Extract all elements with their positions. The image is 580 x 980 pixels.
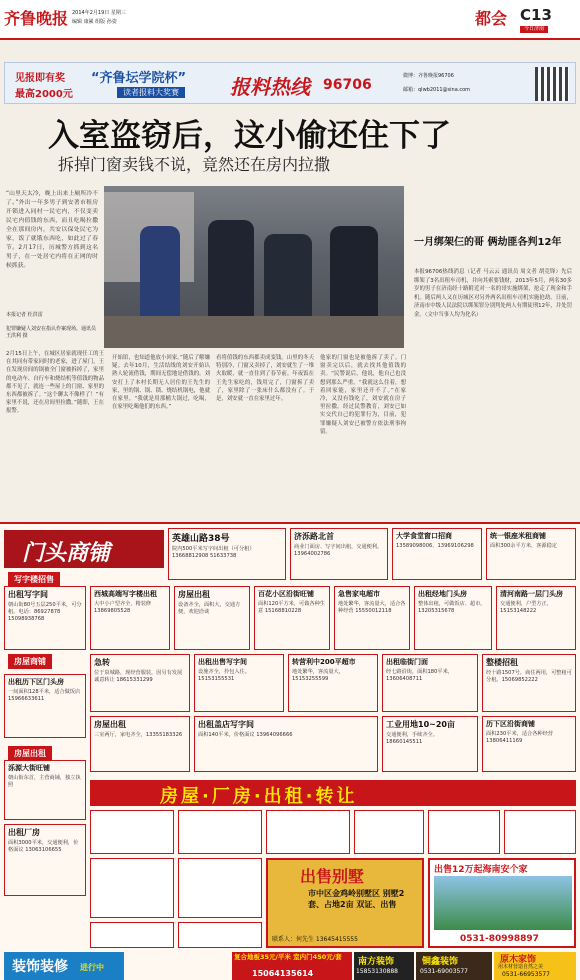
nanfang-ad [354, 952, 414, 980]
ad-body: 地处繁华，客流量大，适合各种经营 15550012118 [338, 601, 406, 614]
tongxin-title: 铜鑫装饰 [422, 957, 459, 967]
ad-box [382, 716, 478, 772]
nanfang-title: 南方装饰 [358, 957, 395, 967]
ad-box [90, 716, 190, 772]
ad-box [4, 586, 86, 650]
banner-mid-title: “齐鲁坛学院杯” [91, 71, 187, 86]
decoration-title: 装饰装修 [12, 959, 68, 975]
hainan-title: 出售12万起海南安个家 [434, 865, 528, 875]
ad-body: 面积230平米，适合各种经营 13806411169 [486, 731, 553, 744]
ad-body: 商业门面房、写字间出租，交通便利。13964002786 [294, 544, 383, 557]
villa-sale-detail: 市中区金鸡岭别墅区 别墅2套、占地2亩 双证、出售 [308, 889, 405, 909]
ad-body: 院内500平米写字间出租（可分租）13668812908 51633738 [172, 546, 255, 559]
wood-subtitle: 用木材营造自然之美 [498, 964, 544, 970]
article-col1: 2月15日上午，在城区居家就现任工的王在其同有带家同时的老家，进了屋门，王在发现房间的锅被全门窗被拆掉了，家里的电动车、自行车和烧结机等值钱的物品都不见了，就连一些屋上的门窗、家里的东西都被拆了。“这个聊太不像样了！”有家里不说，还在房间里拉撒。”随即，王在报警。 [6, 351, 104, 415]
ad-box [174, 586, 250, 650]
ad-box [90, 654, 190, 712]
ad-title: 英雄山路38号 [172, 534, 230, 544]
ad-box [414, 586, 492, 650]
ad-body: 面积120平方米，可做各种生意 15168810228 [258, 601, 325, 614]
ad-title: 泺源大街旺铺 [8, 764, 50, 772]
villa-sale-ad [266, 858, 424, 948]
editors-line: 编辑 康累 组版 孙姿 [72, 19, 117, 25]
ad-cell [90, 922, 174, 948]
subsection-label: 今日济南 [520, 26, 548, 33]
ad-box [382, 654, 478, 712]
flooring-ad [232, 952, 352, 980]
ad-body: 一间面积128平米，适合做饭店 15966633611 [8, 689, 81, 702]
banner-mid-sub: 读者报料大奖赛 [117, 87, 185, 98]
house-shop-tag: 房屋商铺 [8, 654, 52, 669]
hainan-photo [434, 876, 572, 930]
ad-body: 13589098006、13969106298 [396, 543, 474, 549]
ad-body: 三室两厅，家电齐全，13355183326 [94, 732, 183, 738]
ad-body: 朝山街东首，主营商铺，独立执照 [8, 775, 81, 788]
article-col3: 看将值钱的东西都卖成变钱。山里的冬天特别冷，门窗又卖掉了，刘安就生了一堆火取暖，就一直住到了春节前。年夜饭在王先生家吃的，钱用完了，门窗拆了卖了，家里除了一张床什么都没有了。于是，刘安就一直在家里过年。 [216, 355, 314, 403]
qr-code-icon [535, 67, 569, 101]
hainan-phone: 0531-80998897 [460, 934, 539, 944]
flooring-phone: 15064135614 [252, 969, 314, 978]
ad-title: 大学食堂窗口招商 [396, 532, 452, 540]
email-line: 邮箱：qlwb2011@sina.com [403, 87, 471, 93]
ad-title: 整楼招租 [486, 658, 518, 667]
sidebar-text: 本报96706热线消息（记者 马云云 通讯员 周文者 胡竞锋）先后绑架了3名出租车司机，并向其索要钱财，2013年5月，两名30多岁的男子在济南经十路附近对一名的哥实施绑架，抢走了现金和手机。随后两人又在历城区对另外两名出租车司机实施抢劫。日前，济南市中级人民法院以绑架罪分别判处两人有期徒刑12年，并处罚金。（文中当事人均为化名） [414, 269, 572, 318]
ad-title: 出租经地门头房 [418, 590, 467, 598]
ad-title: 济泺路北首 [294, 532, 334, 541]
ad-box [288, 654, 378, 712]
article-byline: 本报记者 杜洪雷 [6, 312, 43, 318]
ad-title: 急售家电超市 [338, 590, 380, 598]
ad-title: 出租临街门面 [386, 658, 428, 666]
ad-box [168, 528, 286, 580]
ad-cell [266, 810, 350, 854]
ad-box [90, 586, 170, 650]
ad-box [194, 716, 378, 772]
ad-box [334, 586, 410, 650]
sidebar-headline: 一月绑架仨的哥 俩劫匪各判12年 [414, 237, 562, 248]
masthead: 齐鲁晚报 [4, 9, 69, 28]
ad-title: 西城高端写字楼出租 [94, 590, 157, 598]
news-photo [104, 186, 404, 348]
nanfang-phone: 15853130888 [356, 968, 398, 975]
hainan-ad [428, 858, 576, 948]
article-col2: 开始馆，也知道他放小回家。”随后了解嫌疑。去年10月，生活结线的刘安开始认熟人轮流借钱，期间无偿地是借钱的。刘安打上了本村长期无人居住的王先生的家，里的锅、锅、锁、烧结机锅电，他就在家里。“我就是用那桶大锅过，吃喝，在家里吃喝他们的东西。” [112, 355, 210, 411]
wood-title: 原木家饰 [500, 955, 537, 965]
tongxin-ad [416, 952, 492, 980]
article-lead: “山里天太冷，晚上出来上厕所冷不了。”外出一年多男子到安著市租房开锁进入同村一民宅内，不仅变卖民宅内值钱的东西，而且吃喝拉撒全在那间房内，共安以保处民宅为家，饭了就饿东西吃，如此过了春节。2月17日，历城警方抓到这名男子，在一处居宅内将在正网的时候抓获。 [6, 191, 98, 269]
banner-left-line2: 最高2000元 [15, 89, 73, 100]
ad-title: 房屋出租 [94, 720, 126, 729]
ad-cell [90, 810, 174, 854]
ad-cell [178, 922, 262, 948]
ad-body: 面积300余平方米，客源稳定 [490, 543, 557, 549]
section-title: 都会 [475, 9, 508, 28]
ad-body: 面积140平米，价格面议 13964096666 [198, 732, 293, 738]
ad-body: 朝山街80号五层250平米，可分租。电话：86927878 15098938768 [8, 602, 82, 622]
office-service-tag: 写字楼招售 [8, 572, 60, 587]
ad-cell [178, 810, 262, 854]
ad-cell [354, 810, 424, 854]
ad-body: 位于泉城路，现经营服装，因另有发展诚意转让 18615331299 [94, 670, 183, 683]
page-header [0, 0, 580, 40]
ad-body: 设备齐全，面积大，交通方便，欢迎洽谈 [178, 602, 241, 615]
tip-banner [4, 62, 576, 104]
weibo-line: 微博：齐鲁晚报96706 [403, 73, 454, 79]
shop-banner-title: 门头商铺 [22, 541, 111, 566]
ad-body: 设施齐全，拎包入住。15153155531 [198, 669, 250, 682]
house-rent-tag: 房屋出租 [8, 746, 52, 761]
ad-body: 大中小户型齐全，精装修 13869805528 [94, 601, 152, 614]
ad-body: 整体出租，可做饭店、超市。13205315678 [418, 601, 486, 614]
ad-box [486, 528, 576, 580]
photo-caption: 犯罪嫌疑人刘安在指认作案现场。通讯员 王洪利 摄 [6, 326, 97, 339]
wood-phone: 0531-66953577 [502, 971, 550, 978]
ad-title: 统一银座米租商铺 [490, 532, 546, 540]
property-banner [90, 780, 576, 806]
ad-box [392, 528, 482, 580]
ad-title: 历下区沿街商铺 [486, 720, 535, 728]
ad-body: 交通便利，手续齐全。18660145511 [386, 732, 438, 745]
flooring-title: 复合地板35元/平米 室内门450元/套 [234, 953, 342, 961]
article-subheadline: 拆掉门窗卖钱不说，竟然还在房内拉撒 [58, 155, 331, 174]
ad-title: 百花小区沿街旺铺 [258, 590, 314, 598]
ad-cell [504, 810, 576, 854]
ad-title: 房屋出租 [178, 590, 210, 599]
ad-body: 交通便利，户型方正，15153148222 [500, 601, 552, 614]
ad-cell [90, 858, 174, 918]
property-banner-title: 房屋·厂房·出租·转让 [160, 786, 358, 807]
article-col4: 他家的门窗也是被他拆了卖了。门窗卖完以后，就去找其他值钱的卖。“民警说后，他说，他自己也没想到那么严重。“我就这么住着，想着回家能，家里还开不了。”在家冷，又没有钱吃了，刘安就在房子里拉撒。经过民警教育，刘安已如实交代自己的犯罪行为，目前，犯罪嫌疑人刘安已被警方依法刑事拘留。 [320, 355, 406, 435]
ad-title: 出租厂房 [8, 828, 40, 837]
ad-title: 出租出售写字间 [198, 658, 247, 666]
ad-body: 面积3000平米，交通便利，价格面议 13063106655 [8, 840, 79, 853]
page-number: C13 [520, 6, 552, 24]
decoration-subtitle: 进行中 [80, 963, 104, 972]
tongxin-phone: 0531-69003577 [420, 968, 468, 975]
ad-box [4, 674, 86, 738]
ad-title: 清河南路一层门头房 [500, 590, 563, 598]
floor-shape [104, 316, 404, 348]
ad-title: 转营利中200平超市 [292, 658, 356, 666]
ad-title: 急转 [94, 658, 110, 667]
banner-left-line1: 见报即有奖 [15, 73, 65, 84]
ad-box [290, 528, 388, 580]
classified-section [0, 522, 580, 980]
ad-body: 经十路1507号，商住两用，可整租可分租。15069852222 [486, 670, 572, 683]
ad-box [194, 654, 284, 712]
decoration-banner [4, 952, 124, 980]
ad-title: 出租历下区门头房 [8, 678, 64, 686]
ad-body: 地处繁华，客流量大，15153255599 [292, 669, 344, 682]
ad-box [482, 654, 576, 712]
ad-cell [428, 810, 500, 854]
villa-sale-contact: 联系人：何先生 13645415555 [272, 936, 358, 943]
ad-cell [178, 858, 262, 918]
hotline-label: 报料热线 [230, 75, 310, 99]
date-line: 2014年2月19日 星期三 [72, 10, 126, 16]
ad-title: 出租写字间 [8, 590, 48, 599]
ad-box [4, 760, 86, 820]
ad-title: 出租盖店写字间 [198, 720, 254, 729]
hotline-number: 96706 [323, 77, 372, 93]
villa-sale-title: 出售别墅 [300, 867, 365, 886]
ad-box [4, 824, 86, 896]
shop-banner [4, 530, 164, 568]
ad-box [496, 586, 576, 650]
article-headline: 入室盗窃后，这小偷还住下了 [48, 118, 451, 154]
wood-ad [494, 952, 576, 980]
ad-box [254, 586, 330, 650]
ad-box [482, 716, 576, 772]
ad-body: 经七路沿街，面积180平米，13606408711 [386, 669, 453, 682]
ad-title: 工业用地10~20亩 [386, 720, 455, 729]
